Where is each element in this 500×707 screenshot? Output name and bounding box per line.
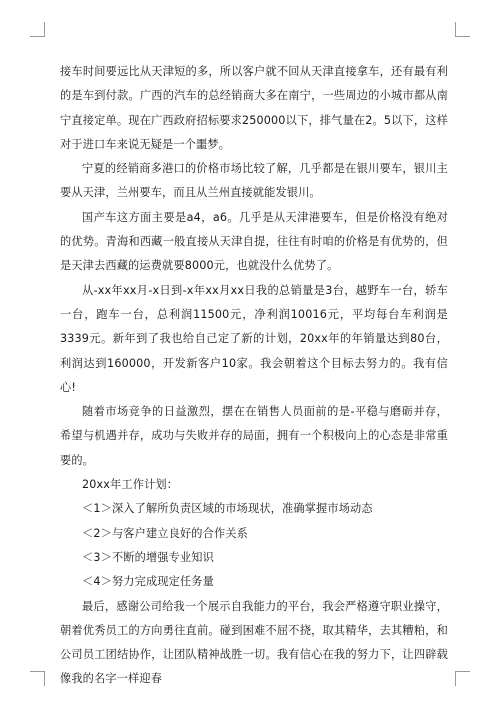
plan-item-4: ＜4＞努力完成现定任务量 [82,575,214,589]
plan-item-3: ＜3＞不断的增强专业知识 [82,550,214,564]
paragraph-closing: 最后，感谢公司给我一个展示自我能力的平台，我会严格遵守职业操守，朝着优秀员工的方向勇往直前。碰到困难不屈不挠，取其精华，去其糟粕，和公司员工团结协作，让团队精神战胜一切。我有信心在我的努力下，让四辟载像我的名字一样迎春 [60,599,448,686]
crop-mark-bottom-right [455,671,470,686]
crop-mark-bottom-left [30,671,45,686]
plan-item-2: ＜2＞与客户建立良好的合作关系 [82,526,248,540]
paragraph-intro: 接车时间要远比从天津短的多，所以客户就不回从天津直接拿车，还有最有利的是车到付款。广西的汽车的总经销商大多在南宁，一些周边的小城市都从南宁直接定单。现在广西政府招标要求250000以下，排气量在2。5以下，这样对于进口车来说无疑是一个噩梦。 [60,65,448,151]
paragraph-competition: 随着市场竞争的日益激烈，摆在在销售人员面前的是-平稳与磨砺并存，希望与机遇并存，成功与失败并存的局面，拥有一个积极向上的心态是非常重要的。 [60,405,448,467]
paragraph-ningxia: 宁夏的经销商多港口的价格市场比较了解，几乎都是在银川要车，银川主要从天津，兰州要车，而且从兰州直接就能发银川。 [60,162,448,200]
crop-mark-top-left [30,22,45,37]
paragraph-domestic-cars: 国产车这方面主要是a4，a6。几乎是从天津港要车，但是价格没有绝对的优势。青海和西藏一般直接从天津自提，往往有时咱的价格是有优势的，但是天津去西藏的运费就要8000元，也就没什么优势了。 [60,210,448,273]
document-body [60,60,448,692]
plan-item-1: ＜1＞深入了解所负责区域的市场现状，准确掌握市场动态 [82,502,373,516]
paragraph-sales-summary: 从-xx年xx月-x日到-x年xx月xx日我的总销量是3台，越野车一台，轿车一台，跑车一台，总利润11500元，净利润10016元，平均每台车利润是3339元。新年到了我也给自己定了新的计划，20xx年的年销量达到80台，利润达到160000，开发新客户10家。我会朝着这个目标去努力的。我有信心! [60,283,448,394]
plan-heading: 20xx年工作计划： [82,478,179,492]
crop-mark-top-right [455,22,470,37]
